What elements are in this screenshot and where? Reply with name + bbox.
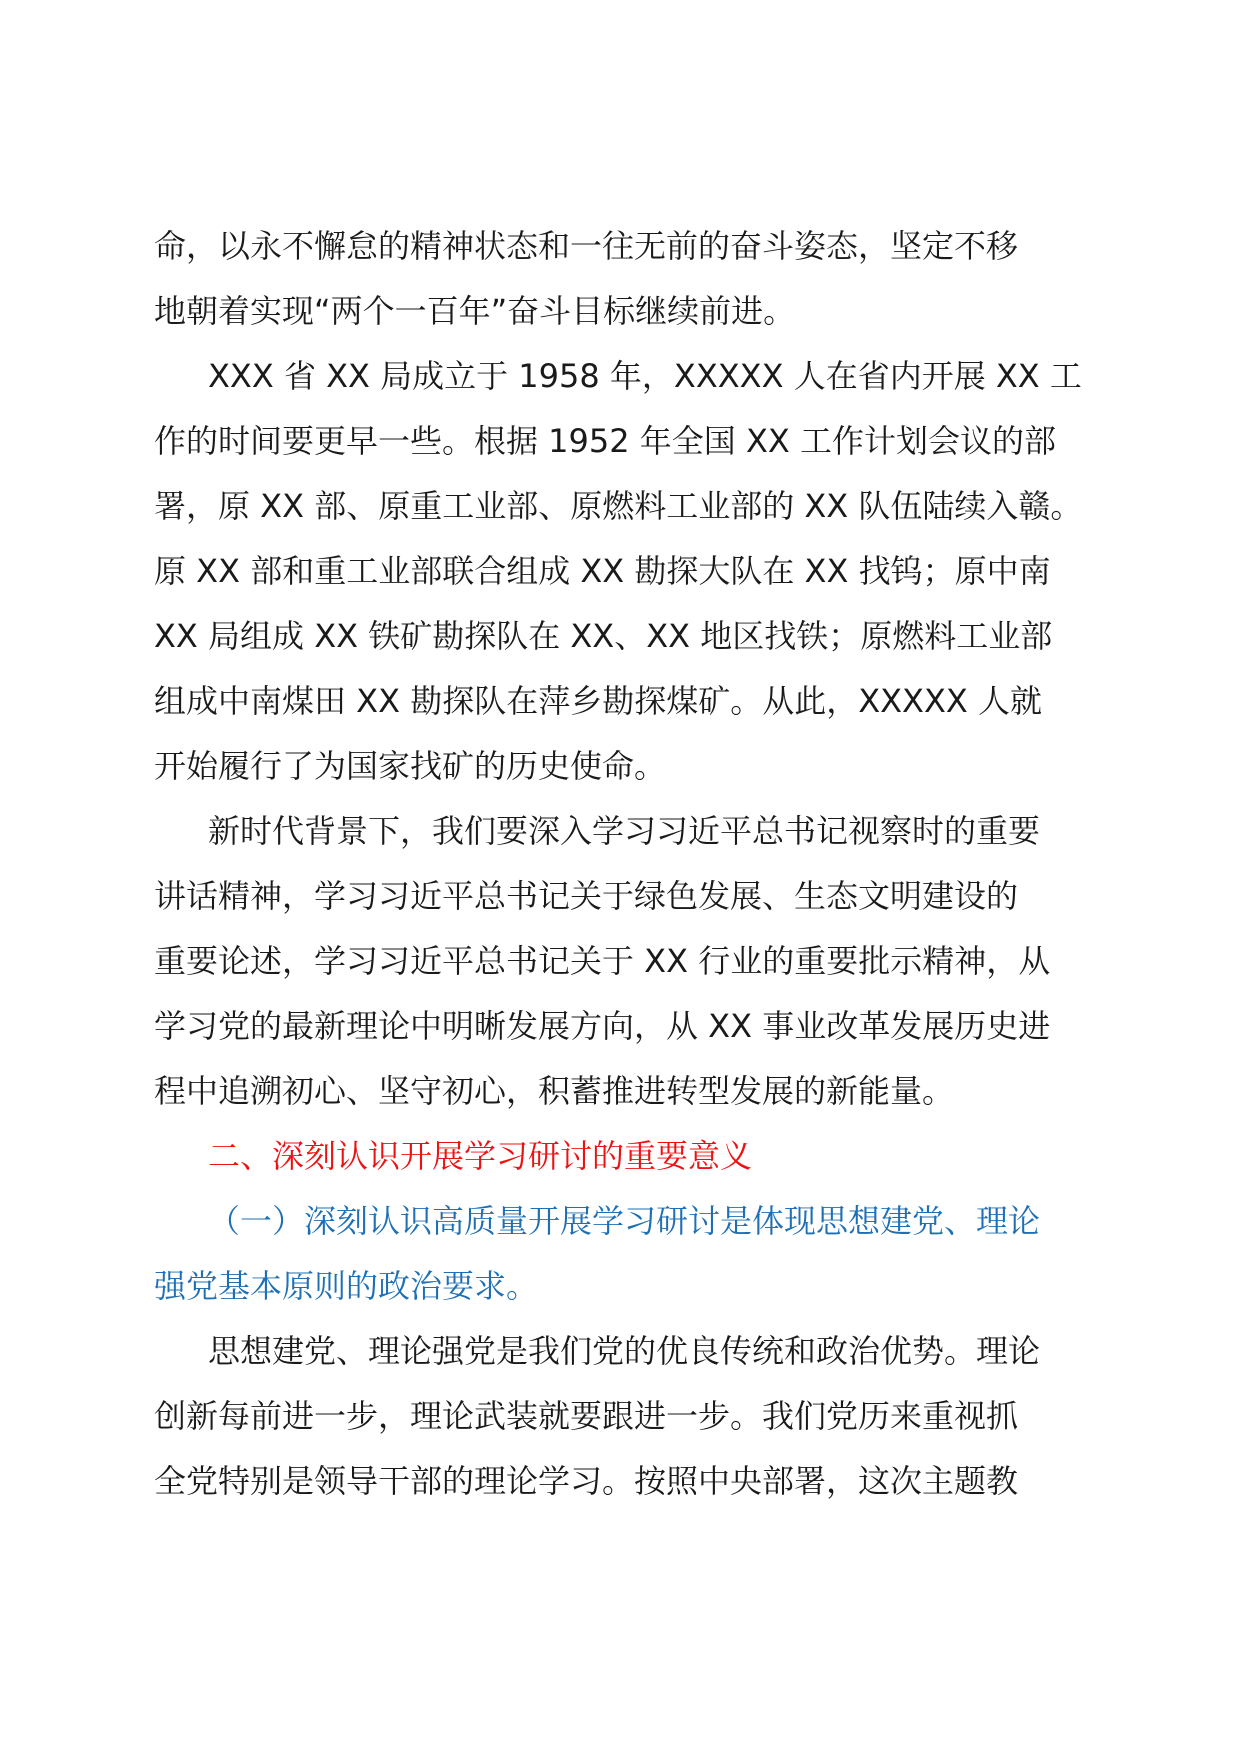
body-text-line: XX 局组成 XX 铁矿勘探队在 XX、XX 地区找铁；原燃料工业部: [154, 617, 1053, 655]
body-text-line: 原 XX 部和重工业部联合组成 XX 勘探大队在 XX 找钨；原中南: [154, 552, 1051, 590]
document-body: [154, 214, 1084, 1514]
body-text-line: 地朝着实现“两个一百年”奋斗目标继续前进。: [154, 292, 796, 330]
body-text-line: 命，以永不懈怠的精神状态和一往无前的奋斗姿态，坚定不移: [154, 227, 1019, 265]
paragraph-first-line: 思想建党、理论强党是我们党的优良传统和政治优势。理论: [208, 1332, 1041, 1370]
body-text-line: 学习党的最新理论中明晰发展方向，从 XX 事业改革发展历史进: [154, 1007, 1051, 1045]
body-text-line: 全党特别是领导干部的理论学习。按照中央部署，这次主题教: [154, 1462, 1019, 1500]
paragraph-first-line: 新时代背景下，我们要深入学习习近平总书记视察时的重要: [208, 812, 1041, 850]
subsection-heading: （一）深刻认识高质量开展学习研讨是体现思想建党、理论: [208, 1202, 1041, 1240]
body-text-line: 重要论述，学习习近平总书记关于 XX 行业的重要批示精神，从: [154, 942, 1051, 980]
body-text-line: 讲话精神，学习习近平总书记关于绿色发展、生态文明建设的: [154, 877, 1019, 915]
body-text-line: 开始履行了为国家找矿的历史使命。: [154, 747, 667, 785]
subsection-heading-continued: 强党基本原则的政治要求。: [154, 1267, 539, 1305]
body-text-line: 创新每前进一步，理论武装就要跟进一步。我们党历来重视抓: [154, 1397, 1019, 1435]
paragraph-first-line: XXX 省 XX 局成立于 1958 年，XXXXX 人在省内开展 XX 工: [208, 357, 1082, 395]
body-text-line: 署，原 XX 部、原重工业部、原燃料工业部的 XX 队伍陆续入赣。: [154, 487, 1083, 525]
section-heading: 二、深刻认识开展学习研讨的重要意义: [208, 1137, 753, 1175]
body-text-line: 组成中南煤田 XX 勘探队在萍乡勘探煤矿。从此，XXXXX 人就: [154, 682, 1042, 720]
body-text-line: 程中追溯初心、坚守初心，积蓄推进转型发展的新能量。: [154, 1072, 955, 1110]
body-text-line: 作的时间要更早一些。根据 1952 年全国 XX 工作计划会议的部: [154, 422, 1056, 460]
